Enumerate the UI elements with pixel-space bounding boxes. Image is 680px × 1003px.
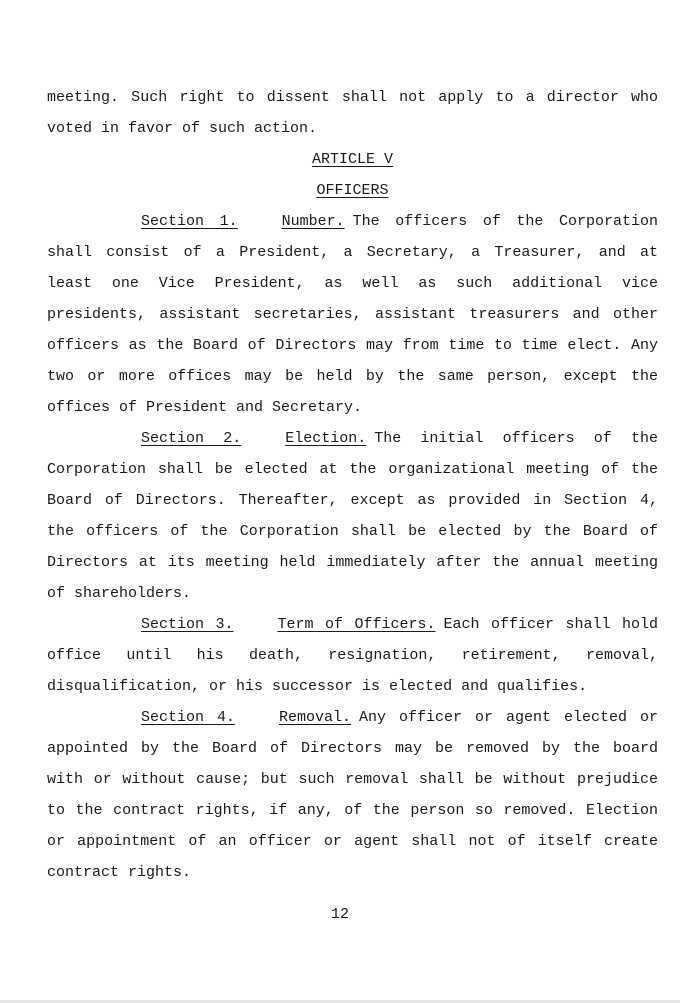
section-4-label: Section 4. bbox=[141, 709, 236, 726]
article-number: ARTICLE V bbox=[311, 151, 393, 168]
continuation-paragraph: meeting. Such right to dissent shall not apply to a director who voted in favor of such action. bbox=[47, 89, 658, 137]
article-heading bbox=[47, 144, 658, 175]
section-1-title: Number. bbox=[281, 213, 345, 230]
section-2-title: Election. bbox=[285, 430, 367, 447]
section-1-paragraph bbox=[47, 206, 658, 423]
section-3-label: Section 3. bbox=[141, 616, 234, 633]
article-title: OFFICERS bbox=[316, 182, 389, 199]
section-4-paragraph bbox=[47, 702, 658, 888]
section-3-body: Each officer shall hold office until his death, resignation, retirement, removal, disqualification, or his successor is elected and qualifies. bbox=[47, 616, 658, 695]
section-4-body: Any officer or agent elected or appointed by the Board of Directors may be removed by the board with or without cause; but such removal shall be without prejudice to the contract rights, if any, of the person so removed. Election or appointment of an officer or agent shall not of itself create contract rights. bbox=[47, 709, 659, 881]
article-title-line bbox=[47, 175, 658, 206]
section-2-body: The initial officers of the Corporation shall be elected at the organizational meeting of the Board of Directors. Thereafter, except as provided in Section 4, the officers of the Corporation shall be elected by the Board of Directors at its meeting held immediately after the annual meeting of shareholders. bbox=[47, 430, 658, 602]
section-3-title: Term of Officers. bbox=[277, 616, 436, 633]
section-1-label: Section 1. bbox=[141, 213, 238, 230]
section-3-paragraph bbox=[47, 609, 658, 702]
document-page bbox=[47, 82, 658, 888]
section-2-label: Section 2. bbox=[141, 430, 242, 447]
section-4-title: Removal. bbox=[279, 709, 352, 726]
page-number: 12 bbox=[330, 906, 349, 923]
section-2-paragraph bbox=[47, 423, 658, 609]
section-1-body: The officers of the Corporation shall consist of a President, a Secretary, a Treasurer, and at least one Vice President, as well as such additional vice presidents, assistant secretaries, assistant treasurers and other officers as the Board of Directors may from time to time elect. Any two or more offices may be held by the same person, except the offices of President and Secretary. bbox=[47, 213, 659, 416]
